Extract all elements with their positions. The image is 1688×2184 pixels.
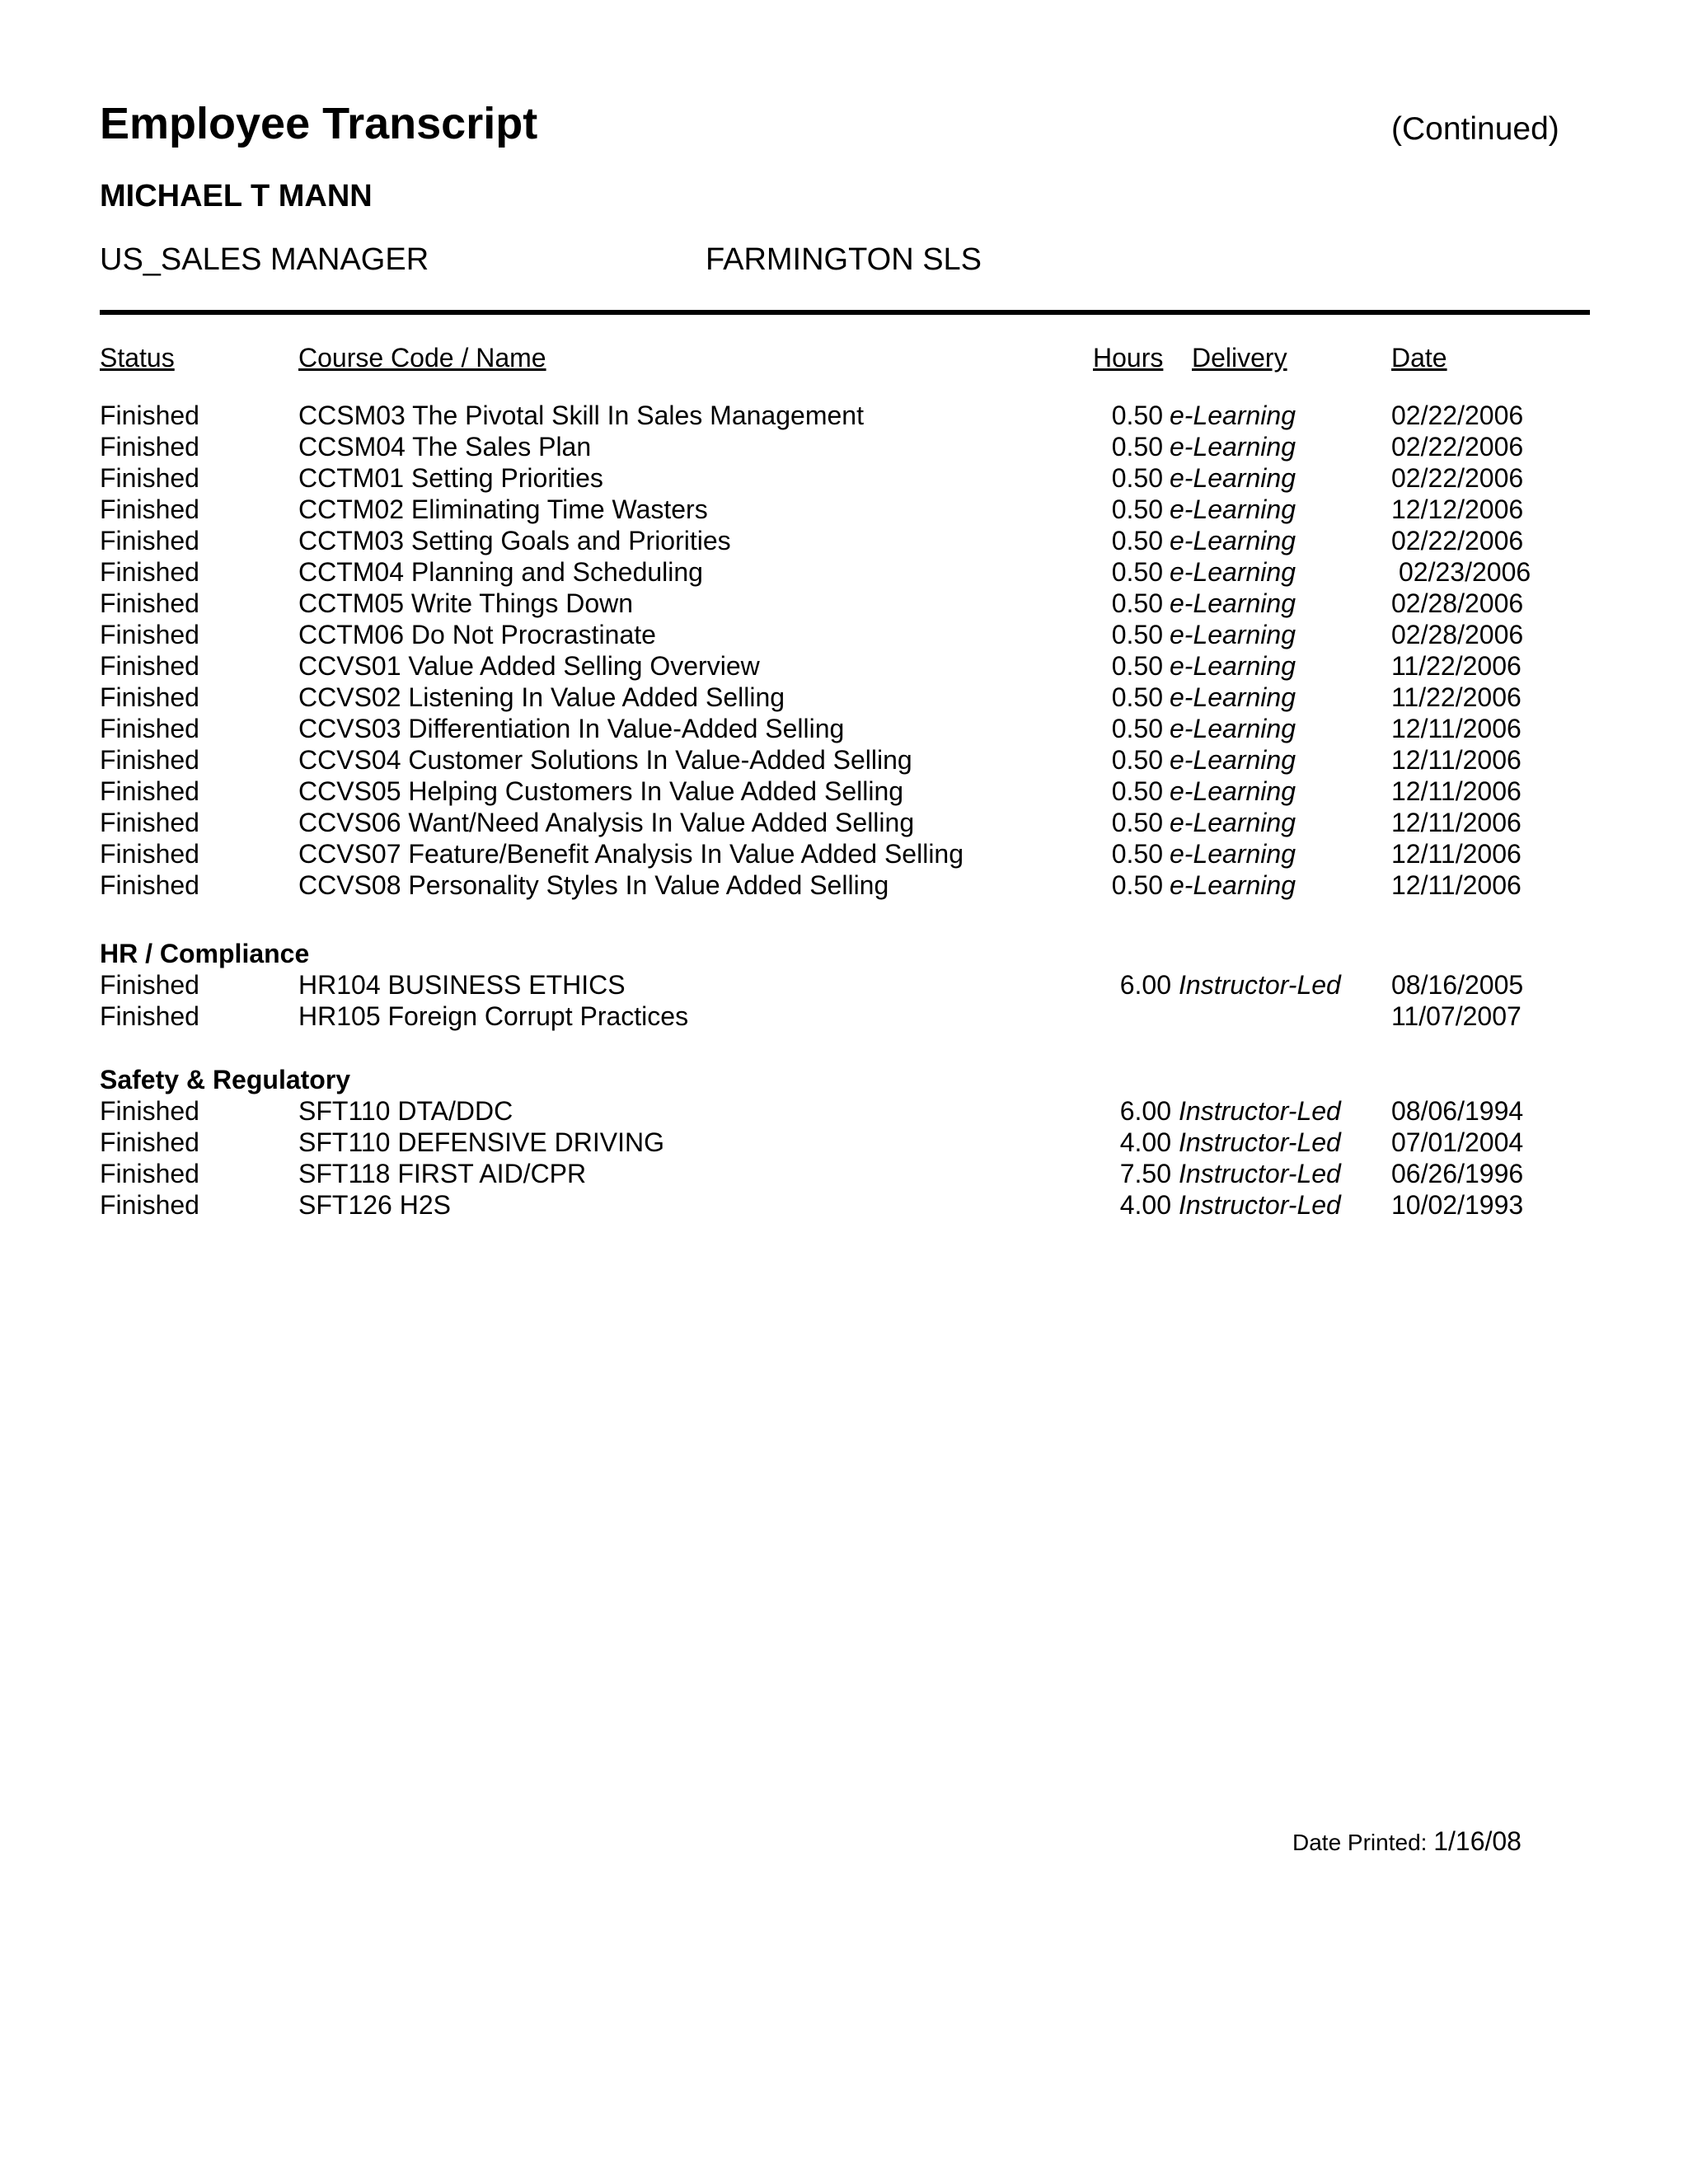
row-date: 12/11/2006 [1391,870,1522,900]
row-date: 02/28/2006 [1391,588,1524,618]
table-row [0,744,1688,776]
row-course: SFT126 H2S [298,1190,451,1220]
row-course: CCVS01 Value Added Selling Overview [298,651,760,681]
table-row [0,400,1688,431]
row-course: CCVS04 Customer Solutions In Value-Added Selling [298,745,912,775]
table-row [0,1095,1688,1127]
table-row [0,1127,1688,1158]
row-course: CCTM03 Setting Goals and Priorities [298,526,731,555]
row-status: Finished [100,714,199,743]
row-course: HR104 BUSINESS ETHICS [298,970,626,1000]
column-header-course: Course Code / Name [298,343,546,373]
employee-name: MICHAEL T MANN [100,179,373,213]
row-course: CCVS02 Listening In Value Added Selling [298,682,785,712]
row-status: Finished [100,970,199,1000]
row-hours: 0.50 [1111,808,1163,837]
row-delivery: e-Learning [1170,526,1296,555]
date-printed [1292,1828,1522,1854]
row-status: Finished [100,682,199,712]
row-status: Finished [100,620,199,649]
continued-label: (Continued) [1391,111,1559,147]
row-delivery: e-Learning [1170,839,1296,869]
row-status: Finished [100,1127,199,1157]
row-date: 02/22/2006 [1391,526,1524,555]
row-hours: 0.50 [1111,401,1163,430]
row-delivery: e-Learning [1170,401,1296,430]
row-course: CCTM05 Write Things Down [298,588,634,618]
date-printed-value: 1/16/08 [1433,1826,1522,1856]
row-status: Finished [100,839,199,869]
row-course: HR105 Foreign Corrupt Practices [298,1001,689,1031]
row-date: 12/11/2006 [1391,776,1522,806]
row-hours: 0.50 [1111,714,1163,743]
row-status: Finished [100,557,199,587]
row-delivery: Instructor-Led [1179,1159,1341,1188]
row-date: 02/28/2006 [1391,620,1524,649]
row-delivery: e-Learning [1170,651,1296,681]
row-hours: 4.00 [1119,1190,1171,1220]
row-delivery: e-Learning [1170,494,1296,524]
row-course: SFT110 DEFENSIVE DRIVING [298,1127,664,1157]
row-delivery: e-Learning [1170,808,1296,837]
table-row [0,1001,1688,1032]
row-delivery: e-Learning [1170,557,1296,587]
employee-location: FARMINGTON SLS [706,242,982,277]
row-delivery: e-Learning [1170,588,1296,618]
row-status: Finished [100,432,199,462]
row-hours: 0.50 [1111,494,1163,524]
row-date: 11/22/2006 [1391,682,1522,712]
column-header-hours: Hours [1093,343,1164,373]
row-date: 08/16/2005 [1391,970,1524,1000]
row-delivery: e-Learning [1170,745,1296,775]
row-status: Finished [100,776,199,806]
row-hours: 0.50 [1111,620,1163,649]
row-hours: 0.50 [1111,839,1163,869]
row-date: 10/02/1993 [1391,1190,1524,1220]
row-date: 12/12/2006 [1391,494,1524,524]
row-status: Finished [100,401,199,430]
row-course: SFT118 FIRST AID/CPR [298,1159,587,1188]
row-hours: 0.50 [1111,588,1163,618]
page-title: Employee Transcript [100,99,538,148]
row-date: 06/26/1996 [1391,1159,1524,1188]
row-status: Finished [100,588,199,618]
row-date: 07/01/2004 [1391,1127,1524,1157]
row-hours: 0.50 [1111,651,1163,681]
row-status: Finished [100,1159,199,1188]
table-row [0,494,1688,525]
row-course: CCVS06 Want/Need Analysis In Value Added Selling [298,808,915,837]
row-status: Finished [100,494,199,524]
table-row [0,556,1688,588]
row-course: CCTM06 Do Not Procrastinate [298,620,656,649]
row-hours: 4.00 [1119,1127,1171,1157]
row-status: Finished [100,463,199,493]
row-date: 12/11/2006 [1391,745,1522,775]
row-date: 12/11/2006 [1391,808,1522,837]
row-date: 12/11/2006 [1391,714,1522,743]
row-hours: 0.50 [1111,745,1163,775]
row-delivery: Instructor-Led [1179,1190,1341,1220]
row-delivery: e-Learning [1170,682,1296,712]
column-header-status: Status [100,343,175,373]
row-status: Finished [100,745,199,775]
row-delivery: e-Learning [1170,432,1296,462]
row-hours: 0.50 [1111,682,1163,712]
row-hours: 0.50 [1111,526,1163,555]
row-course: CCVS07 Feature/Benefit Analysis In Value Added Selling [298,839,964,869]
table-row [0,525,1688,556]
row-hours: 0.50 [1111,432,1163,462]
row-hours: 6.00 [1119,970,1171,1000]
table-row [0,431,1688,462]
row-course: CCVS08 Personality Styles In Value Added Selling [298,870,889,900]
table-row [0,807,1688,838]
row-course: CCVS05 Helping Customers In Value Added Selling [298,776,904,806]
row-course: SFT110 DTA/DDC [298,1096,513,1126]
row-course: CCVS03 Differentiation In Value-Added Selling [298,714,845,743]
row-status: Finished [100,1096,199,1126]
section-label-safety-regulatory: Safety & Regulatory [100,1065,351,1094]
row-course: CCTM02 Eliminating Time Wasters [298,494,708,524]
row-date: 02/22/2006 [1391,463,1524,493]
table-row [0,682,1688,713]
row-hours: 0.50 [1111,463,1163,493]
row-date: 02/22/2006 [1391,401,1524,430]
date-printed-label: Date Printed: [1292,1830,1428,1855]
row-status: Finished [100,870,199,900]
row-course: CCSM04 The Sales Plan [298,432,592,462]
row-status: Finished [100,808,199,837]
section-label-hr-compliance: HR / Compliance [100,939,310,968]
column-header-delivery: Delivery [1192,343,1287,373]
row-delivery: Instructor-Led [1179,1127,1341,1157]
table-row [0,462,1688,494]
row-delivery: e-Learning [1170,463,1296,493]
row-date: 08/06/1994 [1391,1096,1524,1126]
row-status: Finished [100,651,199,681]
table-row [0,1158,1688,1189]
table-row [0,588,1688,619]
row-date: 12/11/2006 [1391,839,1522,869]
table-row [0,619,1688,650]
row-course: CCTM01 Setting Priorities [298,463,603,493]
table-row [0,1189,1688,1221]
row-status: Finished [100,1190,199,1220]
row-hours: 6.00 [1119,1096,1171,1126]
row-date: 02/23/2006 [1399,557,1531,587]
row-delivery: Instructor-Led [1179,970,1341,1000]
table-row [0,776,1688,807]
row-date: 11/07/2007 [1391,1001,1522,1031]
table-row [0,713,1688,744]
column-header-date: Date [1391,343,1447,373]
row-hours: 0.50 [1111,557,1163,587]
row-course: CCSM03 The Pivotal Skill In Sales Management [298,401,864,430]
employee-position: US_SALES MANAGER [100,242,429,277]
row-course: CCTM04 Planning and Scheduling [298,557,703,587]
row-hours: 7.50 [1119,1159,1171,1188]
table-row [0,838,1688,869]
row-delivery: e-Learning [1170,620,1296,649]
table-row [0,869,1688,901]
row-status: Finished [100,526,199,555]
table-row [0,650,1688,682]
row-date: 02/22/2006 [1391,432,1524,462]
table-row [0,969,1688,1001]
row-hours: 0.50 [1111,870,1163,900]
row-delivery: e-Learning [1170,870,1296,900]
header-divider [100,310,1590,315]
row-delivery: Instructor-Led [1179,1096,1341,1126]
row-delivery: e-Learning [1170,714,1296,743]
row-status: Finished [100,1001,199,1031]
row-hours: 0.50 [1111,776,1163,806]
row-delivery: e-Learning [1170,776,1296,806]
row-date: 11/22/2006 [1391,651,1522,681]
